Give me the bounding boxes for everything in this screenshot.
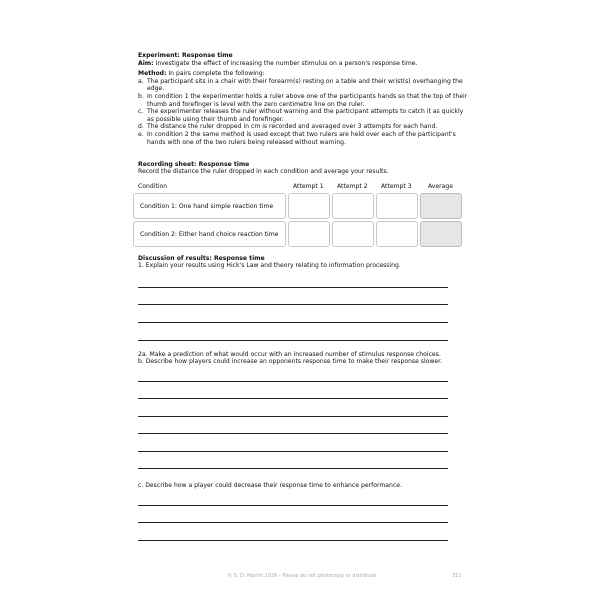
answer-line[interactable] — [138, 340, 448, 341]
answer-line[interactable] — [138, 287, 448, 288]
recording-title: Recording sheet: Response time — [138, 161, 250, 168]
method-steps — [138, 78, 468, 146]
step-marker: a. — [138, 77, 144, 85]
aim-label: Aim: — [138, 59, 154, 67]
table-row — [133, 193, 462, 219]
page-number: 311 — [452, 573, 462, 579]
answer-line[interactable] — [138, 451, 448, 452]
method-label: Method: — [138, 70, 167, 78]
answer-line[interactable] — [138, 416, 448, 417]
step-text: In condition 2 the same method is used except that two rulers are held over each of the participant's hands with one of the two rulers being released without warning. — [147, 130, 456, 146]
aim-paragraph — [138, 60, 468, 68]
method-step — [138, 123, 468, 131]
condition-1-attempt-1-cell[interactable] — [288, 193, 330, 219]
answer-line[interactable] — [138, 433, 448, 434]
condition-1-label: Condition 1: One hand simple reaction time — [133, 193, 286, 219]
method-paragraph — [138, 70, 468, 78]
condition-1-attempt-3-cell[interactable] — [376, 193, 418, 219]
condition-2-attempt-1-cell[interactable] — [288, 221, 330, 247]
method-step — [138, 108, 468, 123]
aim-text: Investigate the effect of increasing the number stimulus on a person's response time. — [153, 59, 418, 67]
step-marker: e. — [138, 130, 144, 138]
answer-line[interactable] — [138, 322, 448, 323]
step-text: The experimenter releases the ruler without warning and the participant attempts to catch it as quickly as possible using their thumb and forefinger. — [147, 108, 464, 123]
step-text: The participant sits in a chair with their forearm(s) resting on a table and their wrist(s) overhanging the edge. — [147, 77, 463, 93]
header-attempt-2: Attempt 2 — [337, 183, 368, 190]
header-attempt-3: Attempt 3 — [381, 183, 412, 190]
copyright-footer: © S. D. Martin 2026 - Please do not photocopy or distribute — [227, 573, 377, 579]
condition-2-attempt-3-cell[interactable] — [376, 221, 418, 247]
header-condition: Condition — [138, 183, 168, 190]
question-2b: b. Describe how players could increase an opponents response time to make their response slower. — [138, 358, 443, 366]
method-step — [138, 78, 468, 93]
condition-2-average-cell[interactable] — [420, 221, 462, 247]
answer-line[interactable] — [138, 398, 448, 399]
recording-section — [138, 161, 468, 176]
recording-instruction: Record the distance the ruler dropped in each condition and average your results. — [138, 168, 389, 176]
experiment-title: Experiment: Response time — [138, 52, 233, 59]
question-2c-section — [138, 482, 468, 489]
answer-line[interactable] — [138, 522, 448, 523]
answer-line[interactable] — [138, 540, 448, 541]
condition-2-attempt-2-cell[interactable] — [332, 221, 374, 247]
method-step — [138, 131, 468, 146]
discussion-title: Discussion of results: Response time — [138, 255, 265, 262]
step-marker: c. — [138, 108, 144, 116]
step-text: The distance the ruler dropped in cm is recorded and averaged over 3 attempts for each hand. — [147, 123, 438, 131]
question-1: 1. Explain your results using Hick's Law and theory relating to information processing. — [138, 262, 401, 270]
answer-line[interactable] — [138, 468, 448, 469]
condition-1-average-cell[interactable] — [420, 193, 462, 219]
experiment-section — [138, 52, 468, 146]
discussion-section — [138, 255, 468, 270]
header-average: Average — [428, 183, 454, 190]
questions-2-section — [138, 351, 468, 366]
answer-line[interactable] — [138, 381, 448, 382]
answer-line[interactable] — [138, 304, 448, 305]
method-step — [138, 93, 468, 108]
step-text: In condition 1 the experimenter holds a ruler above one of the participants hands so that the top of their thumb and forefinger is level with the zero centimetre line on the ruler. — [147, 92, 468, 108]
condition-2-label: Condition 2: Either hand choice reaction time — [133, 221, 286, 247]
method-intro: In pairs complete the following: — [166, 70, 265, 78]
step-marker: b. — [138, 92, 144, 100]
condition-1-attempt-2-cell[interactable] — [332, 193, 374, 219]
step-marker: d. — [138, 123, 144, 131]
header-attempt-1: Attempt 1 — [293, 183, 324, 190]
question-2c: c. Describe how a player could decrease their response time to enhance performance. — [138, 482, 402, 489]
question-2a: 2a. Make a prediction of what would occur with an increased number of stimulus response choices. — [138, 351, 441, 358]
table-row — [133, 221, 462, 247]
answer-line[interactable] — [138, 505, 448, 506]
